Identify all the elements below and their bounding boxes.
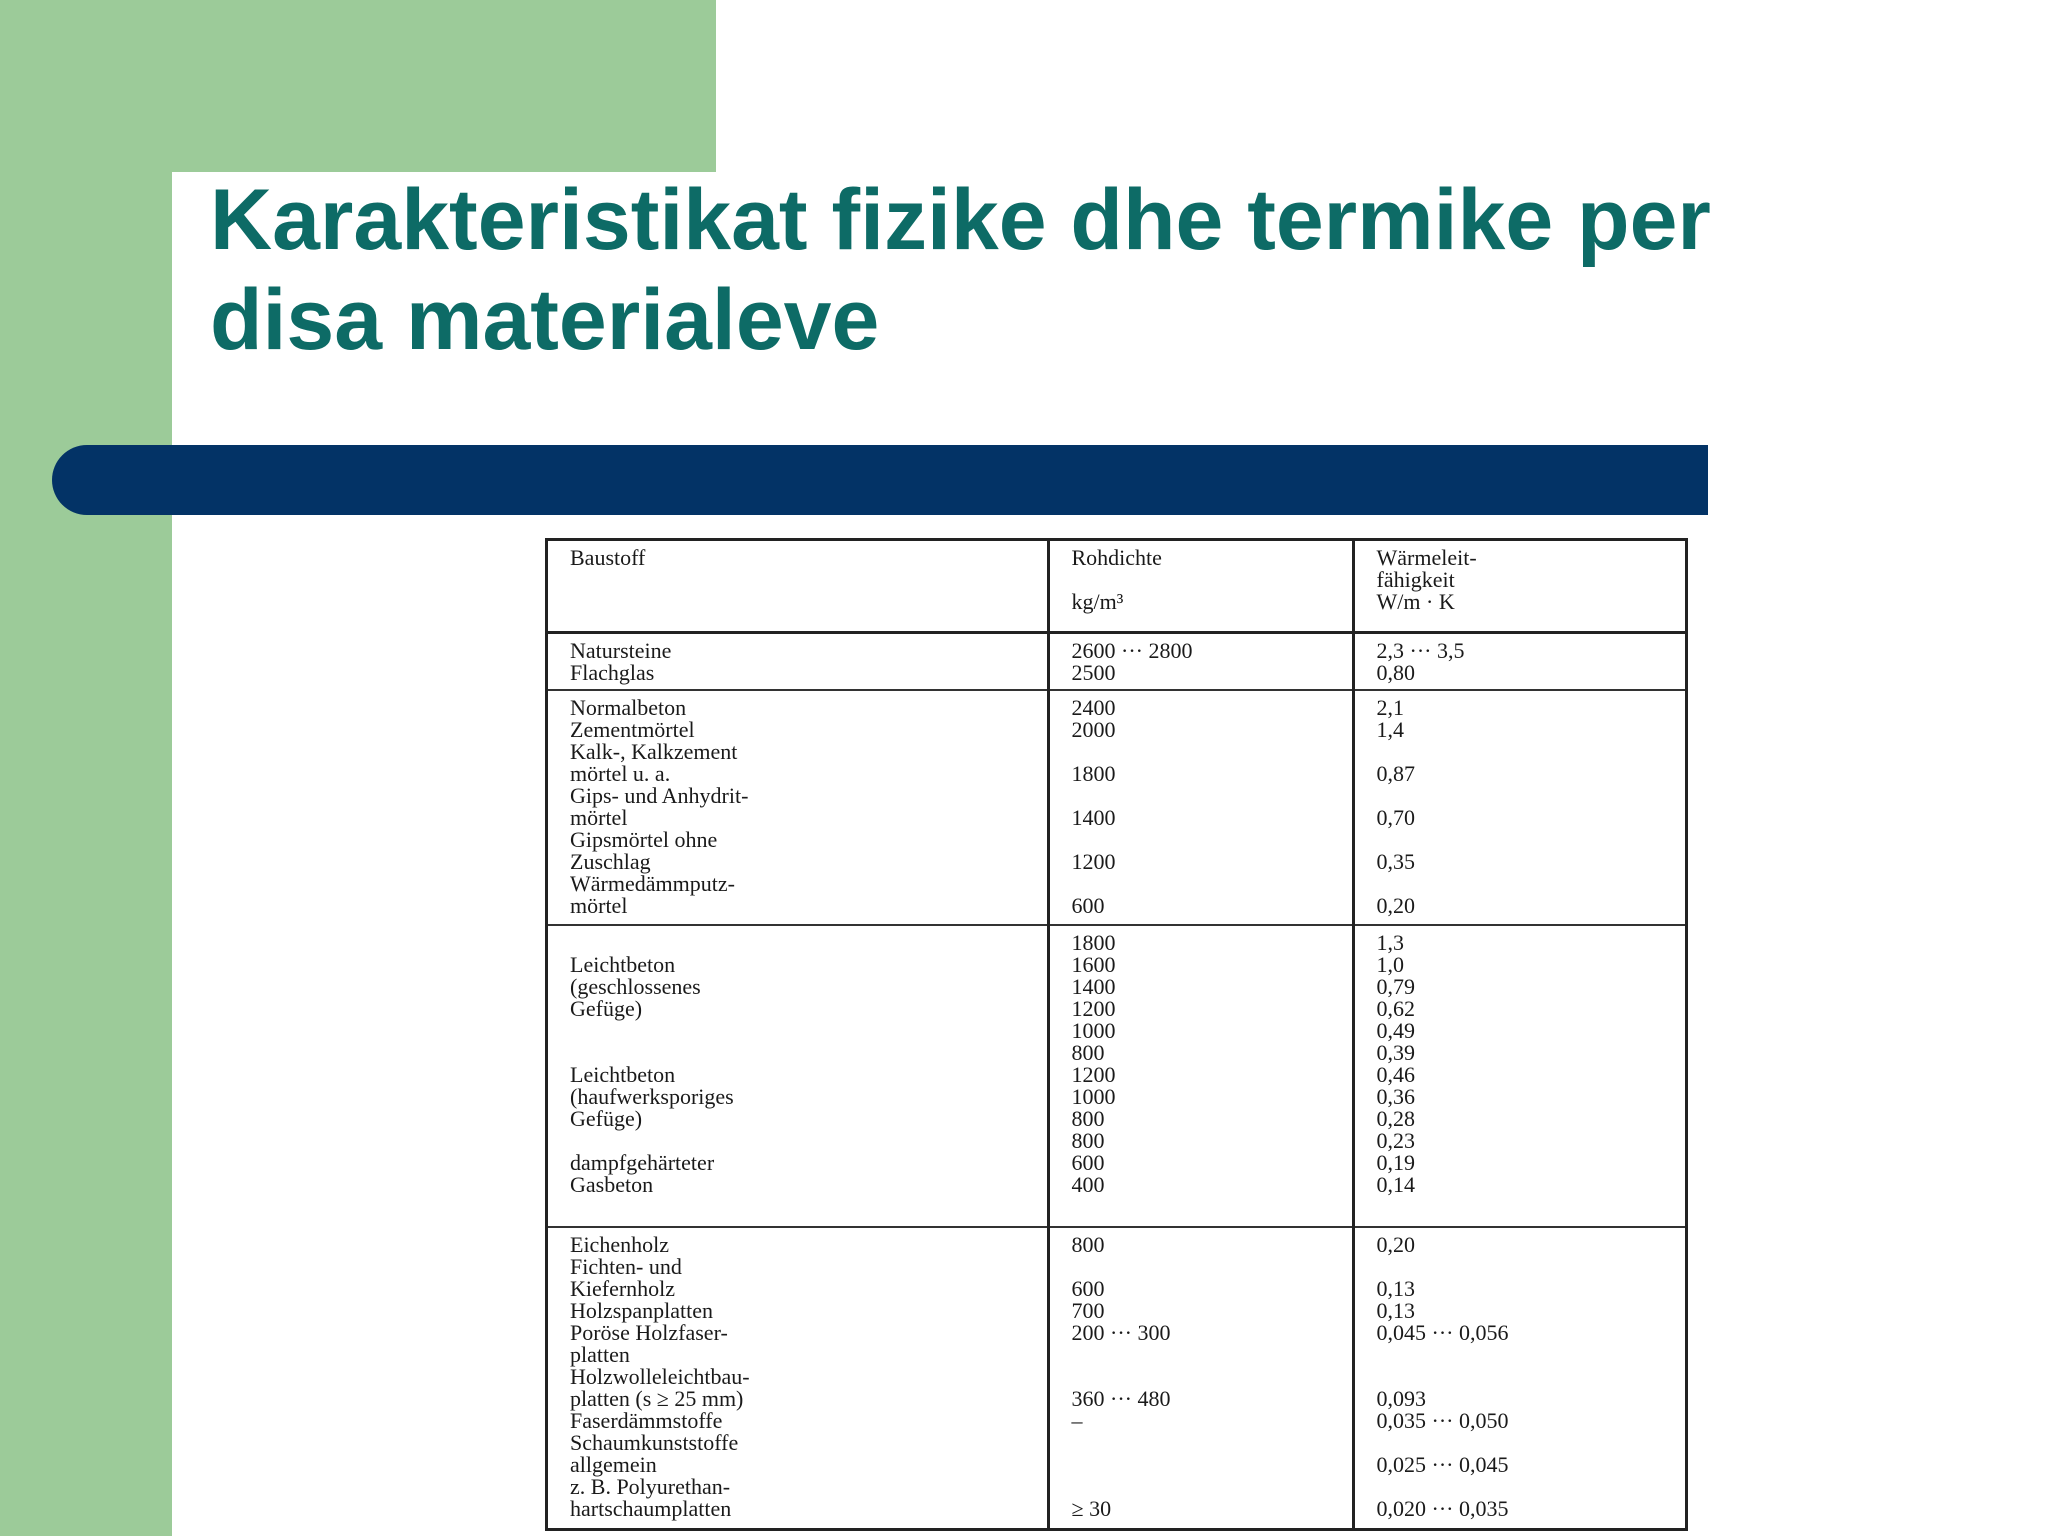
materials-table-image bbox=[545, 538, 1688, 1531]
density-line: 1000 bbox=[1071, 1017, 1116, 1043]
header-density-line-1: Rohdichte bbox=[1071, 545, 1162, 570]
conductivity-line: 1,3 bbox=[1376, 929, 1404, 955]
cell-conductivity bbox=[1353, 1227, 1685, 1528]
conductivity-line bbox=[1377, 785, 1672, 807]
material-line bbox=[570, 1020, 1033, 1042]
density-line bbox=[1072, 741, 1338, 763]
cell-material bbox=[548, 633, 1048, 690]
density-line bbox=[1072, 1432, 1338, 1454]
material-line: Normalbeton bbox=[570, 694, 687, 720]
material-line: mörtel u. a. bbox=[570, 760, 671, 786]
density-line: 700 bbox=[1071, 1297, 1105, 1323]
density-line: 2000 bbox=[1071, 716, 1116, 742]
material-line: z. B. Polyurethan- bbox=[570, 1473, 731, 1499]
density-line: 1800 bbox=[1071, 929, 1116, 955]
material-line: Kalk-, Kalkzement bbox=[570, 738, 738, 764]
conductivity-line: 0,79 bbox=[1376, 973, 1415, 999]
table-group-1 bbox=[548, 633, 1685, 690]
density-line bbox=[1072, 1454, 1338, 1476]
density-line bbox=[1072, 1344, 1338, 1366]
table-header-row bbox=[548, 541, 1685, 633]
density-line bbox=[1072, 1256, 1338, 1278]
material-line: Gipsmörtel ohne bbox=[570, 826, 718, 852]
materials-table bbox=[548, 541, 1685, 1528]
material-line: (haufwerksporiges bbox=[570, 1083, 734, 1109]
slide-title-line-1: Karakteristikat fizike dhe termike per bbox=[210, 172, 1711, 268]
density-line bbox=[1072, 785, 1338, 807]
header-conductivity bbox=[1353, 541, 1685, 633]
cell-density bbox=[1048, 1227, 1353, 1528]
cell-density bbox=[1048, 690, 1353, 925]
material-line: Fichten- und bbox=[570, 1253, 682, 1279]
conductivity-line bbox=[1377, 1196, 1672, 1218]
cell-material bbox=[548, 690, 1048, 925]
density-line: ≥ 30 bbox=[1071, 1495, 1112, 1521]
material-line: dampfgehärteter bbox=[570, 1149, 715, 1175]
material-line: Poröse Holzfaser- bbox=[570, 1319, 728, 1345]
material-line bbox=[570, 1130, 1033, 1152]
conductivity-line bbox=[1377, 741, 1672, 763]
conductivity-line bbox=[1377, 1256, 1672, 1278]
density-line: 600 bbox=[1071, 1149, 1105, 1175]
material-line: Holzspanplatten bbox=[570, 1297, 713, 1323]
material-line: allgemein bbox=[570, 1451, 657, 1477]
density-line bbox=[1072, 1196, 1338, 1218]
conductivity-line: 1,0 bbox=[1376, 951, 1404, 977]
density-line: 200 ··· 300 bbox=[1071, 1319, 1171, 1345]
material-line: Zementmörtel bbox=[570, 716, 695, 742]
density-line: 800 bbox=[1071, 1039, 1105, 1065]
conductivity-line: 2,1 bbox=[1376, 694, 1404, 720]
density-line: 1200 bbox=[1071, 1061, 1116, 1087]
density-line: 1400 bbox=[1071, 804, 1116, 830]
conductivity-line: 0,20 bbox=[1376, 1231, 1415, 1257]
material-line: Leichtbeton bbox=[570, 1061, 676, 1087]
density-line: 360 ··· 480 bbox=[1071, 1385, 1171, 1411]
conductivity-line: 0,13 bbox=[1376, 1297, 1415, 1323]
density-line: 1000 bbox=[1071, 1083, 1116, 1109]
material-line bbox=[570, 1042, 1033, 1064]
conductivity-line: 0,093 bbox=[1376, 1385, 1426, 1411]
table-group-2 bbox=[548, 690, 1685, 925]
conductivity-line: 0,35 bbox=[1376, 848, 1415, 874]
cell-conductivity bbox=[1353, 925, 1685, 1227]
material-line: mörtel bbox=[570, 892, 628, 918]
conductivity-line: 0,025 ··· 0,045 bbox=[1376, 1451, 1509, 1477]
cell-density bbox=[1048, 925, 1353, 1227]
material-line: Natursteine bbox=[570, 638, 672, 663]
density-line bbox=[1072, 873, 1338, 895]
material-line: Gasbeton bbox=[570, 1171, 654, 1197]
density-line: 1800 bbox=[1071, 760, 1116, 786]
conductivity-line: 0,80 bbox=[1376, 660, 1415, 685]
table-row bbox=[548, 1227, 1685, 1528]
conductivity-line: 0,28 bbox=[1376, 1105, 1415, 1131]
conductivity-line: 0,49 bbox=[1376, 1017, 1415, 1043]
material-line: (geschlossenes bbox=[570, 973, 701, 999]
cell-material bbox=[548, 925, 1048, 1227]
density-line: 2500 bbox=[1071, 660, 1116, 685]
slide-title bbox=[210, 170, 1910, 370]
material-line: platten (s ≥ 25 mm) bbox=[570, 1385, 744, 1411]
density-line: 800 bbox=[1071, 1231, 1105, 1257]
material-line: mörtel bbox=[570, 804, 628, 830]
density-line: 800 bbox=[1071, 1127, 1105, 1153]
material-line: platten bbox=[570, 1341, 630, 1367]
material-line: hartschaumplatten bbox=[570, 1495, 732, 1521]
density-line: 2400 bbox=[1071, 694, 1116, 720]
material-line: Faserdämmstoffe bbox=[570, 1407, 723, 1433]
density-line: 2600 ··· 2800 bbox=[1071, 638, 1193, 663]
conductivity-line: 0,19 bbox=[1376, 1149, 1415, 1175]
conductivity-line: 1,4 bbox=[1376, 716, 1404, 742]
density-line: 1200 bbox=[1071, 995, 1116, 1021]
conductivity-line: 0,70 bbox=[1376, 804, 1415, 830]
density-line: 800 bbox=[1071, 1105, 1105, 1131]
conductivity-line bbox=[1377, 1366, 1672, 1388]
density-line bbox=[1072, 829, 1338, 851]
conductivity-line: 0,62 bbox=[1376, 995, 1415, 1021]
material-line: Flachglas bbox=[570, 660, 655, 685]
conductivity-line: 0,020 ··· 0,035 bbox=[1376, 1495, 1509, 1521]
header-density bbox=[1048, 541, 1353, 633]
cell-conductivity bbox=[1353, 690, 1685, 925]
title-divider-bar bbox=[52, 445, 1708, 515]
green-left-stripe bbox=[0, 0, 172, 1536]
density-line: 400 bbox=[1071, 1171, 1105, 1197]
header-spacer bbox=[1072, 569, 1338, 591]
header-conductivity-line-3: W/m · K bbox=[1376, 589, 1455, 614]
density-line bbox=[1072, 1366, 1338, 1388]
density-line: 1400 bbox=[1071, 973, 1116, 999]
header-conductivity-line-2: fähigkeit bbox=[1376, 567, 1455, 592]
header-material bbox=[548, 541, 1048, 633]
header-conductivity-line-1: Wärmeleit- bbox=[1376, 545, 1477, 570]
conductivity-line: 0,36 bbox=[1376, 1083, 1415, 1109]
material-line: Eichenholz bbox=[570, 1231, 669, 1257]
conductivity-line bbox=[1377, 1476, 1672, 1498]
header-density-line-2: kg/m³ bbox=[1071, 589, 1124, 614]
material-line bbox=[570, 1196, 1033, 1218]
conductivity-line bbox=[1377, 1432, 1672, 1454]
density-line: 600 bbox=[1071, 1275, 1105, 1301]
conductivity-line bbox=[1377, 829, 1672, 851]
material-line bbox=[570, 932, 1033, 954]
density-line: – bbox=[1071, 1407, 1083, 1433]
material-line: Gefüge) bbox=[570, 995, 643, 1021]
conductivity-line: 0,23 bbox=[1376, 1127, 1415, 1153]
conductivity-line: 0,39 bbox=[1376, 1039, 1415, 1065]
table-group-3 bbox=[548, 925, 1685, 1227]
material-line: Gefüge) bbox=[570, 1105, 643, 1131]
density-line bbox=[1072, 1476, 1338, 1498]
conductivity-line: 2,3 ··· 3,5 bbox=[1376, 638, 1465, 663]
material-line: Wärmedämmputz- bbox=[570, 870, 735, 896]
table-group-4 bbox=[548, 1227, 1685, 1528]
cell-conductivity bbox=[1353, 633, 1685, 690]
material-line: Leichtbeton bbox=[570, 951, 676, 977]
material-line: Zuschlag bbox=[570, 848, 651, 874]
conductivity-line bbox=[1377, 1344, 1672, 1366]
table-row bbox=[548, 690, 1685, 925]
material-line: Holzwolleleichtbau- bbox=[570, 1363, 750, 1389]
material-line: Schaumkunststoffe bbox=[570, 1429, 739, 1455]
conductivity-line: 0,87 bbox=[1376, 760, 1415, 786]
density-line: 1200 bbox=[1071, 848, 1116, 874]
conductivity-line: 0,13 bbox=[1376, 1275, 1415, 1301]
conductivity-line: 0,46 bbox=[1376, 1061, 1415, 1087]
conductivity-line: 0,14 bbox=[1376, 1171, 1415, 1197]
density-line: 1600 bbox=[1071, 951, 1116, 977]
table-row bbox=[548, 925, 1685, 1227]
conductivity-line bbox=[1377, 873, 1672, 895]
table-row bbox=[548, 633, 1685, 690]
conductivity-line: 0,045 ··· 0,056 bbox=[1376, 1319, 1509, 1345]
header-material-text: Baustoff bbox=[570, 545, 646, 570]
conductivity-line: 0,035 ··· 0,050 bbox=[1376, 1407, 1509, 1433]
cell-material bbox=[548, 1227, 1048, 1528]
material-line: Kiefernholz bbox=[570, 1275, 676, 1301]
slide-title-line-2: disa materialeve bbox=[210, 272, 880, 368]
density-line: 600 bbox=[1071, 892, 1105, 918]
material-line: Gips- und Anhydrit- bbox=[570, 782, 749, 808]
cell-density bbox=[1048, 633, 1353, 690]
conductivity-line: 0,20 bbox=[1376, 892, 1415, 918]
